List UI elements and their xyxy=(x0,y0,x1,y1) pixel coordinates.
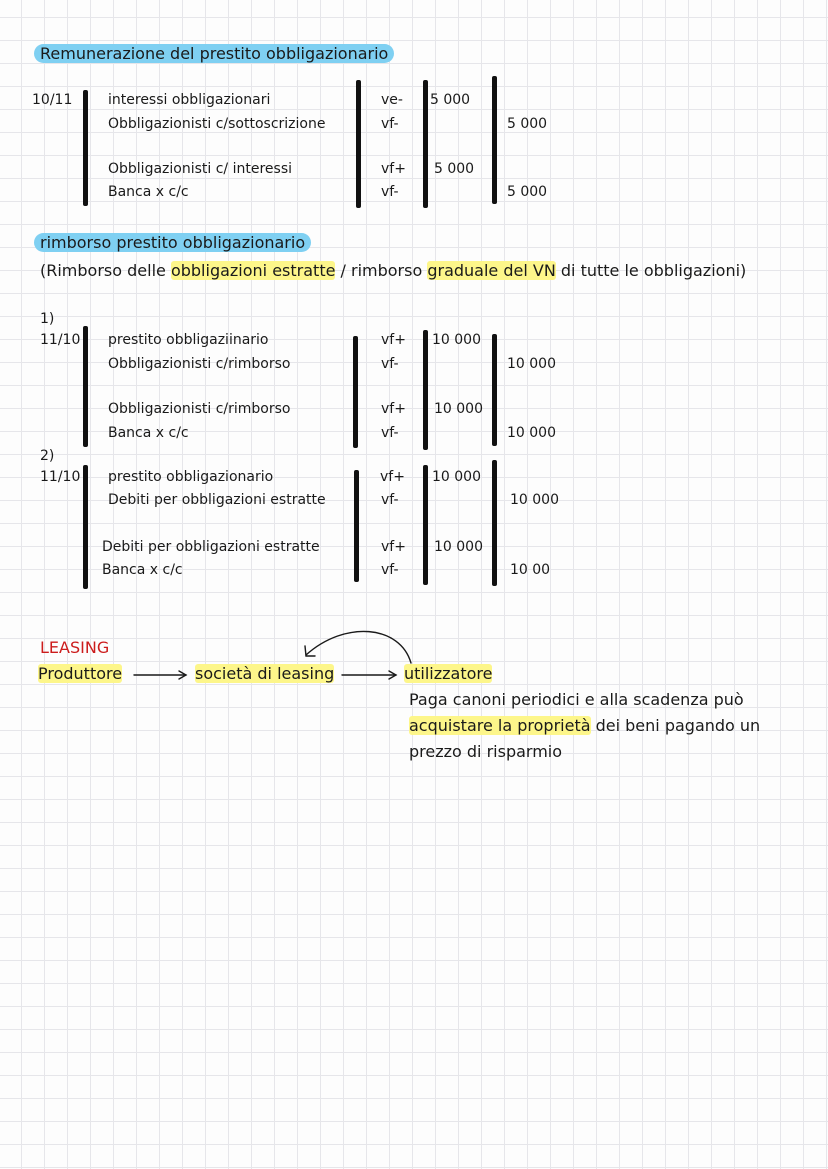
credit-amount: 10 00 xyxy=(510,562,551,578)
account-name: Debiti per obbligazioni estratte xyxy=(102,539,320,555)
debit-amount: 10 000 xyxy=(434,401,483,417)
account-name: Obbligazionisti c/sottoscrizione xyxy=(108,116,326,132)
credit-amount: 10 000 xyxy=(510,492,559,508)
debit-amount: 5 000 xyxy=(430,92,471,108)
account-code: vf+ xyxy=(380,469,405,485)
account-name: Debiti per obbligazioni estratte xyxy=(108,492,326,508)
leasing-desc-line3: prezzo di risparmio xyxy=(409,742,563,761)
account-code: vf+ xyxy=(381,401,406,417)
account-name: prestito obbligaziinario xyxy=(108,332,269,348)
account-name: interessi obbligazionari xyxy=(108,92,271,108)
account-code: vf+ xyxy=(381,539,406,555)
account-name: Obbligazionisti c/rimborso xyxy=(108,356,291,372)
flow-leasing-company: società di leasing xyxy=(195,664,335,683)
debit-amount: 10 000 xyxy=(432,469,481,485)
entry-number: 1) xyxy=(40,311,55,327)
account-name: Banca x c/c xyxy=(108,425,189,441)
flow-producer: Produttore xyxy=(38,664,123,683)
credit-amount: 10 000 xyxy=(507,425,556,441)
entry-date: 10/11 xyxy=(32,92,73,108)
account-name: Banca x c/c xyxy=(102,562,183,578)
credit-amount: 10 000 xyxy=(507,356,556,372)
entry-number: 2) xyxy=(40,448,55,464)
account-code: vf- xyxy=(381,356,399,372)
entry-date: 11/10 xyxy=(40,469,81,485)
section2-title: rimborso prestito obbligazionario xyxy=(34,233,311,253)
account-name: prestito obbligazionario xyxy=(108,469,274,485)
account-name: Obbligazionisti c/ interessi xyxy=(108,161,292,177)
leasing-title: LEASING xyxy=(40,638,110,657)
credit-amount: 5 000 xyxy=(507,116,548,132)
account-code: vf- xyxy=(381,184,399,200)
leasing-desc-line1: Paga canoni periodici e alla scadenza può xyxy=(409,690,744,709)
credit-amount: 5 000 xyxy=(507,184,548,200)
section2-subtitle: (Rimborso delle obbligazioni estratte / rimborso graduale del VN di tutte le obbligazioni) xyxy=(40,261,747,280)
leasing-desc-line2: acquistare la proprietà dei beni pagando un xyxy=(409,716,761,735)
flow-user: utilizzatore xyxy=(404,664,493,683)
entry-date: 11/10 xyxy=(40,332,81,348)
debit-amount: 10 000 xyxy=(432,332,481,348)
account-code: ve- xyxy=(381,92,403,108)
debit-amount: 5 000 xyxy=(434,161,475,177)
account-name: Obbligazionisti c/rimborso xyxy=(108,401,291,417)
account-code: vf- xyxy=(381,562,399,578)
account-name: Banca x c/c xyxy=(108,184,189,200)
account-code: vf- xyxy=(381,425,399,441)
account-code: vf- xyxy=(381,492,399,508)
account-code: vf- xyxy=(381,116,399,132)
debit-amount: 10 000 xyxy=(434,539,483,555)
account-code: vf+ xyxy=(381,332,406,348)
account-code: vf+ xyxy=(381,161,406,177)
section1-title: Remunerazione del prestito obbligazionario xyxy=(34,44,394,64)
